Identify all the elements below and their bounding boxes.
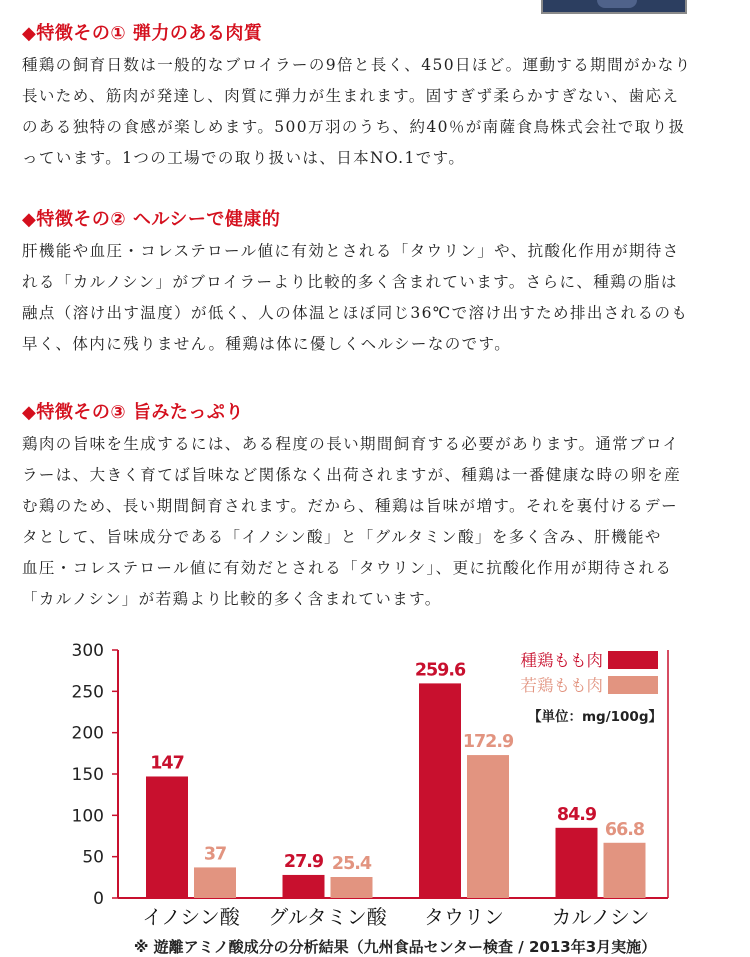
unit-label: 【単位：mg/100g】 [527, 709, 662, 725]
chart-footnote: ※ 遊離アミノ酸成分の分析結果（九州食品センター検査 / 2013年3月実施） [133, 938, 657, 956]
product-photo [541, 0, 687, 14]
y-tick-label: 300 [71, 641, 104, 661]
section-heading-1: ◆特徴その① 弾力のある肉質 [22, 23, 263, 44]
bar-value-label: 37 [203, 844, 227, 865]
section-text-1 [22, 50, 734, 174]
bar-series-b [467, 755, 509, 898]
text-line: れる「カルノシン」がブロイラーより比較的多く含まれています。さらに、種鶏の脂は [22, 273, 678, 291]
legend-label: 若鶏もも肉 [520, 676, 603, 695]
bar-series-a [146, 776, 188, 898]
text-line: む鶏のため、長い期間飼育されます。だから、種鶏は旨味が増す。それを裏付けるデー [22, 497, 679, 515]
bar-value-label: 66.8 [604, 819, 645, 840]
text-line: 「カルノシン」が若鶏より比較的多く含まれています。 [22, 590, 442, 608]
legend-swatch [608, 651, 658, 669]
bar-value-label: 172.9 [462, 732, 514, 753]
y-tick-label: 250 [71, 682, 104, 703]
y-tick-label: 200 [71, 723, 104, 744]
x-category-label: グルタミン酸 [268, 905, 387, 929]
y-tick-label: 100 [71, 806, 104, 827]
bar-value-label: 27.9 [283, 851, 324, 872]
text-line: のある独特の食感が楽しめます。500万羽のうち、約40％が南薩食鳥株式会社で取り扱 [22, 118, 686, 136]
x-category-label: タウリン [424, 905, 504, 929]
text-line: 早く、体内に残りません。種鶏は体に優しくヘルシーなのです。 [22, 335, 512, 353]
x-category-label: イノシン酸 [142, 905, 240, 929]
text-line: 鶏肉の旨味を生成するには、ある程度の長い期間飼育する必要があります。通常ブロイ [22, 435, 680, 453]
amino-acid-bar-chart [0, 630, 750, 957]
text-line: 種鶏の飼育日数は一般的なブロイラーの9倍と長く、450日ほど。運動する期間がかなり [22, 56, 692, 74]
bar-series-a [556, 828, 598, 898]
bar-series-b [194, 867, 236, 898]
bar-series-a [419, 683, 461, 898]
text-line: 肝機能や血圧・コレステロール値に有効とされる「タウリン」や、抗酸化作用が期待さ [22, 242, 680, 260]
text-line: っています。1つの工場での取り扱いは、日本NO.1です。 [22, 149, 466, 167]
text-line: 血圧・コレステロール値に有効だとされる「タウリン」、更に抗酸化作用が期待される [22, 559, 673, 577]
bar-series-a [283, 875, 325, 898]
bar-value-label: 25.4 [331, 854, 372, 875]
text-line: タとして、旨味成分である「イノシン酸」と「グルタミン酸」を多く含み、肝機能や [22, 528, 662, 546]
legend-label: 種鶏もも肉 [520, 651, 603, 670]
text-line: 融点（溶け出す温度）が低く、人の体温とほぼ同じ36℃で溶け出すため排出されるのも [22, 304, 689, 322]
section-text-2 [22, 236, 734, 360]
y-tick-label: 0 [93, 889, 104, 909]
section-heading-2: ◆特徴その② ヘルシーで健康的 [22, 209, 281, 230]
section-heading-3: ◆特徴その③ 旨みたっぷり [22, 402, 244, 423]
bar-value-label: 147 [150, 753, 184, 774]
bar-series-b [331, 877, 373, 898]
text-line: 長いため、筋肉が発達し、肉質に弾力が生まれます。固すぎず柔らかすぎない、歯応え [22, 87, 680, 105]
x-category-label: カルノシン [551, 905, 650, 929]
section-text-3 [22, 429, 734, 615]
legend-swatch [608, 676, 658, 694]
text-line: ラーは、大きく育てば旨味など関係なく出荷されますが、種鶏は一番健康な時の卵を産 [22, 466, 682, 484]
y-tick-label: 150 [71, 765, 104, 785]
y-tick-label: 50 [82, 847, 104, 868]
bar-series-b [604, 843, 646, 898]
bar-value-label: 259.6 [414, 660, 466, 681]
bar-value-label: 84.9 [556, 804, 597, 825]
